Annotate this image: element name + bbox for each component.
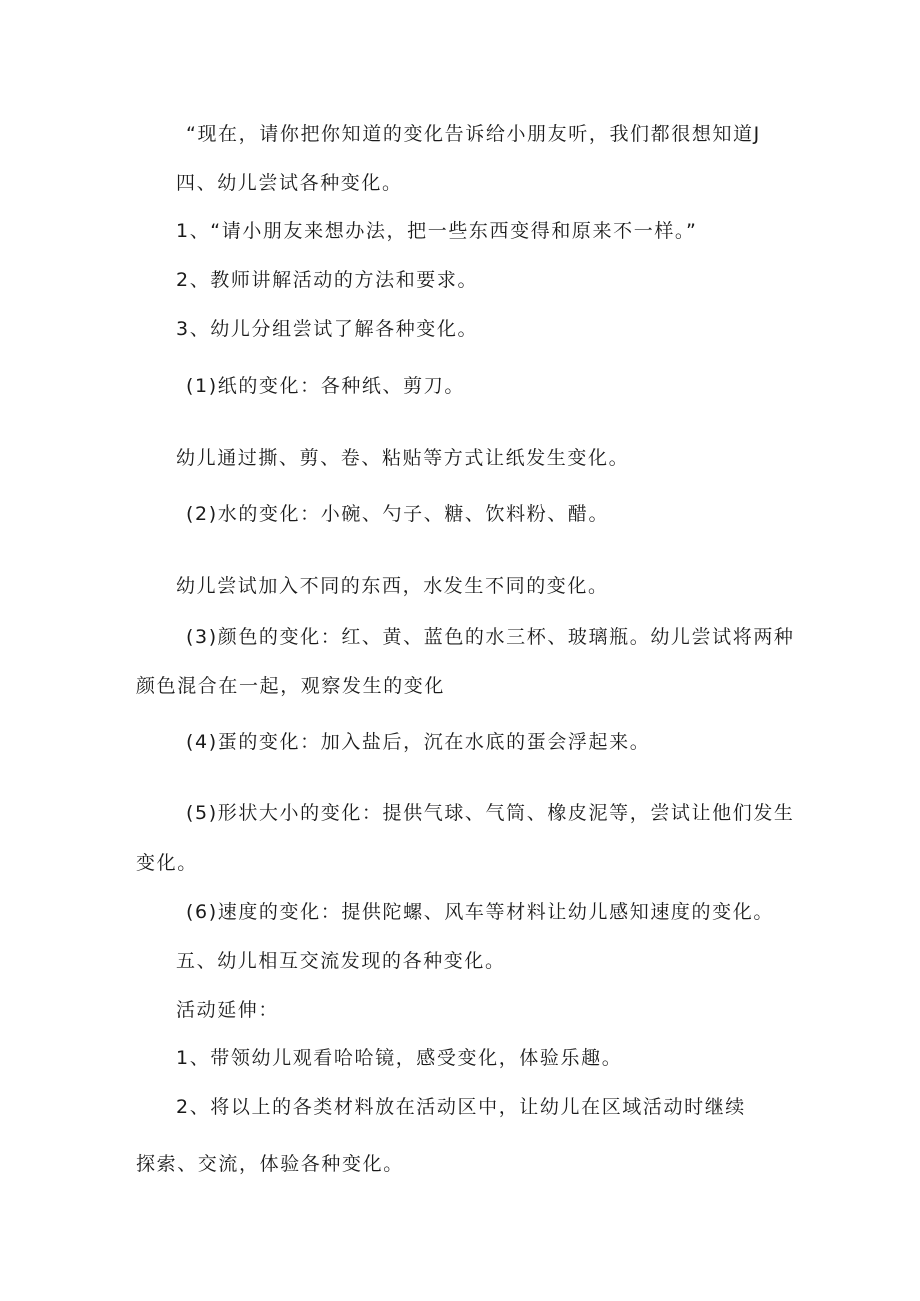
paragraph-continuation: 探索、交流，体验各种变化。 — [136, 1153, 404, 1175]
sub-item: (6)速度的变化：提供陀螺、风车等材料让幼儿感知速度的变化。 — [186, 901, 774, 923]
list-item: 2、将以上的各类材料放在活动区中，让幼儿在区域活动时继续 — [176, 1096, 746, 1118]
section-heading: 四、幼儿尝试各种变化。 — [176, 172, 403, 194]
sub-item: (3)颜色的变化：红、黄、蓝色的水三杯、玻璃瓶。幼儿尝试将两种 — [186, 626, 795, 648]
list-item: 1、带领幼儿观看哈哈镜，感受变化，体验乐趣。 — [176, 1047, 623, 1069]
sub-item: (1)纸的变化：各种纸、剪刀。 — [186, 375, 465, 397]
section-heading: 五、幼儿相互交流发现的各种变化。 — [176, 950, 506, 972]
paragraph-line: 幼儿尝试加入不同的东西，水发生不同的变化。 — [176, 575, 609, 597]
paragraph-continuation: 颜色混合在一起，观察发生的变化 — [136, 675, 446, 697]
list-item: 2、教师讲解活动的方法和要求。 — [176, 269, 479, 291]
paragraph-continuation: 变化。 — [136, 852, 198, 874]
paragraph-line: 幼儿通过撕、剪、卷、粘贴等方式让纸发生变化。 — [176, 447, 630, 469]
sub-item: (2)水的变化：小碗、勺子、糖、饮料粉、醋。 — [186, 503, 610, 525]
paragraph-line: “现在，请你把你知道的变化告诉给小朋友听，我们都很想知道J — [186, 123, 761, 145]
sub-item: (5)形状大小的变化：提供气球、气筒、橡皮泥等，尝试让他们发生 — [186, 802, 795, 824]
list-item: 3、幼儿分组尝试了解各种变化。 — [176, 318, 479, 340]
list-item: 1、“请小朋友来想办法，把一些东西变得和原来不一样。” — [176, 220, 698, 242]
sub-item: (4)蛋的变化：加入盐后，沉在水底的蛋会浮起来。 — [186, 731, 651, 753]
section-heading: 活动延伸： — [176, 999, 280, 1021]
